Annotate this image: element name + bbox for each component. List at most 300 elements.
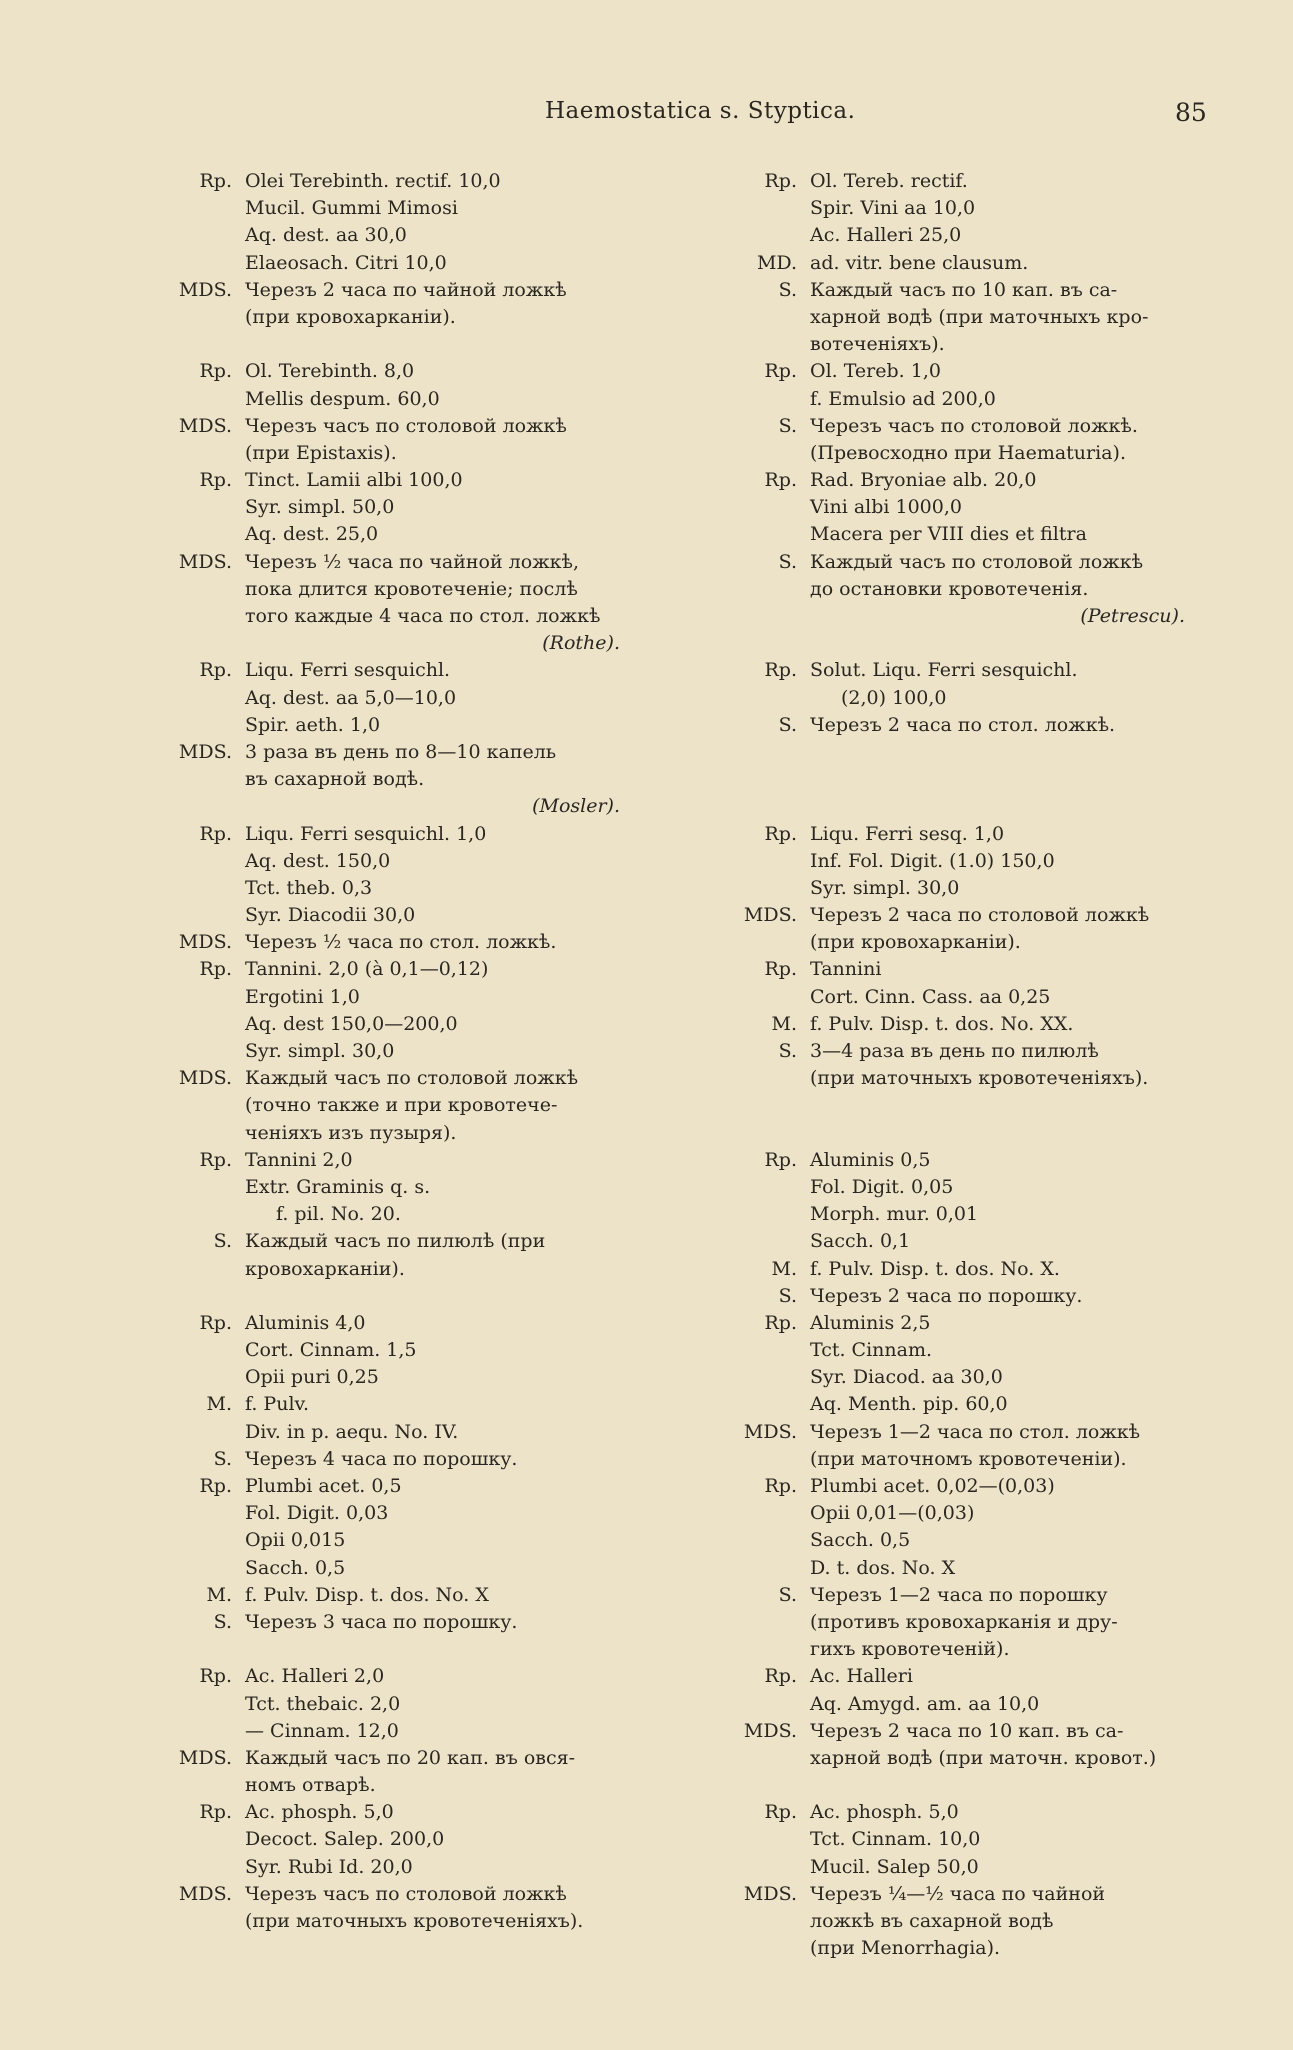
recipe-text: ченіяхъ изъ пузыря).: [245, 1121, 457, 1144]
prescription-line: [160, 168, 680, 195]
spacer: [725, 1772, 1245, 1799]
prescription-line: [160, 1092, 680, 1119]
prescription-line: [725, 1582, 1245, 1609]
page-number: 85: [1175, 98, 1207, 127]
prescription-line: [725, 902, 1245, 929]
recipe-label: M.: [206, 1393, 232, 1416]
recipe-label: MDS.: [178, 278, 232, 301]
prescription-line: [725, 657, 1245, 684]
recipe-label: MDS.: [743, 1882, 797, 1905]
recipe-text: Mucil. Salep 50,0: [810, 1855, 979, 1878]
recipe-text: Plumbi acet. 0,5: [245, 1475, 402, 1497]
recipe-text: D. t. dos. No. X: [810, 1556, 956, 1579]
recipe-label: MDS.: [178, 1067, 232, 1090]
spacer: [725, 793, 1245, 820]
spacer: [160, 1636, 680, 1663]
recipe-label: MDS.: [178, 740, 232, 763]
recipe-text: Aluminis 2,5: [810, 1311, 931, 1334]
prescription-line: [160, 467, 680, 494]
recipe-text: Opii 0,015: [245, 1529, 346, 1552]
recipe-text: Sacch. 0,5: [810, 1529, 911, 1552]
prescription-line: [160, 766, 680, 793]
recipe-text: Aluminis 0,5: [810, 1148, 931, 1171]
prescription-line: [160, 440, 680, 467]
recipe-label: Rp.: [199, 1148, 232, 1171]
prescription-line: [160, 1582, 680, 1609]
recipe-text: Каждый часъ по пилюлѣ (при: [245, 1230, 546, 1253]
prescription-line: [725, 848, 1245, 875]
recipe-label: Rp.: [199, 360, 232, 383]
spacer: [725, 1120, 1245, 1147]
recipe-text: Ac. phosph. 5,0: [810, 1801, 959, 1824]
recipe-text: (при маточныхъ кровотеченіяхъ).: [245, 1910, 584, 1932]
recipe-text: Syr. simpl. 30,0: [810, 876, 960, 899]
recipe-label: Rp.: [199, 659, 232, 682]
recipe-text: Cort. Cinn. Cass. aa 0,25: [810, 985, 1051, 1008]
recipe-text: Черезъ 2 часа по чайной ложкѣ: [245, 278, 567, 301]
prescription-line: [725, 250, 1245, 277]
spacer: [725, 739, 1245, 766]
recipe-text: Syr. Rubi Id. 20,0: [245, 1855, 413, 1878]
recipe-label: MDS.: [743, 1719, 797, 1742]
prescription-line: [725, 712, 1245, 739]
spacer: [725, 766, 1245, 793]
prescription-line: [160, 358, 680, 385]
recipe-label: S.: [213, 1447, 232, 1470]
recipe-text: Inf. Fol. Digit. (1.0) 150,0: [810, 849, 1055, 872]
recipe-text: Ac. Halleri 2,0: [245, 1665, 385, 1688]
recipe-text: f. Emulsio ad 200,0: [810, 387, 996, 410]
spacer: [160, 331, 680, 358]
recipe-text: Vini albi 1000,0: [810, 496, 962, 519]
recipe-text: Черезъ 2 часа по столовой ложкѣ: [810, 904, 1150, 927]
recipe-label: Rp.: [764, 170, 797, 192]
recipe-text: Opii puri 0,25: [245, 1366, 379, 1389]
recipe-text: Черезъ часъ по столовой ложкѣ.: [810, 414, 1138, 437]
prescription-line: [160, 195, 680, 222]
recipe-label: Rp.: [199, 958, 232, 981]
prescription-line: [725, 1745, 1245, 1772]
right-column: [725, 168, 1245, 1962]
prescription-line: [725, 1256, 1245, 1283]
author-attribution: (Mosler).: [532, 795, 620, 818]
recipe-label: MDS.: [178, 1882, 232, 1905]
spacer: [725, 1092, 1245, 1119]
prescription-line: [725, 603, 1245, 630]
recipe-text: Solut. Liqu. Ferri sesquichl.: [810, 659, 1078, 682]
recipe-text: Черезъ ¼—½ часа по чайной: [810, 1882, 1106, 1905]
recipe-text: Tannini. 2,0 (à 0,1—0,12): [245, 958, 489, 981]
prescription-line: [160, 875, 680, 902]
recipe-text: (при Menorrhagia).: [810, 1937, 1001, 1960]
recipe-label: Rp.: [764, 360, 797, 383]
prescription-line: [160, 277, 680, 304]
prescription-line: [725, 1337, 1245, 1364]
prescription-line: [725, 1391, 1245, 1418]
recipe-text: Черезъ 2 часа по стол. ложкѣ.: [810, 713, 1116, 736]
prescription-line: [725, 1500, 1245, 1527]
prescription-line: [160, 1120, 680, 1147]
prescription-line: [160, 984, 680, 1011]
author-attribution: (Petrescu).: [1080, 605, 1185, 627]
prescription-line: [160, 386, 680, 413]
recipe-text: вотеченіяхъ).: [810, 333, 945, 356]
recipe-text: Каждый часъ по 20 кап. въ овся-: [245, 1746, 576, 1769]
prescription-line: [160, 1310, 680, 1337]
recipe-text: Tinct. Lamii albi 100,0: [245, 469, 463, 492]
prescription-line: [160, 793, 680, 820]
recipe-label: S.: [778, 1583, 797, 1606]
recipe-text: Div. in p. aequ. No. IV.: [245, 1420, 459, 1443]
recipe-text: Aluminis 4,0: [245, 1311, 366, 1334]
prescription-line: [160, 956, 680, 983]
recipe-text: Rad. Bryoniae alb. 20,0: [810, 469, 1037, 492]
recipe-text: (при кровохарканіи).: [810, 931, 1021, 954]
recipe-label: S.: [778, 414, 797, 437]
recipe-label: Rp.: [764, 469, 797, 492]
recipe-text: Aq. dest. aa 5,0—10,0: [245, 686, 457, 709]
recipe-text: Sacch. 0,5: [245, 1556, 346, 1579]
prescription-line: [725, 1555, 1245, 1582]
prescription-line: [160, 712, 680, 739]
recipe-text: Mucil. Gummi Mimosi: [245, 197, 458, 220]
recipe-text: Черезъ 2 часа по порошку.: [810, 1284, 1083, 1307]
recipe-label: Rp.: [199, 469, 232, 492]
recipe-text: f. Pulv. Disp. t. dos. No. X: [245, 1583, 489, 1606]
prescription-line: [160, 1174, 680, 1201]
prescription-line: [725, 1011, 1245, 1038]
recipe-text: 3 раза въ день по 8—10 капель: [245, 740, 557, 763]
prescription-line: [725, 1174, 1245, 1201]
prescription-line: [160, 929, 680, 956]
recipe-text: Plumbi acet. 0,02—(0,03): [810, 1475, 1055, 1497]
spacer: [160, 1283, 680, 1310]
recipe-text: Olei Terebinth. rectif. 10,0: [245, 170, 501, 192]
recipe-text: того каждые 4 часа по стол. ложкѣ: [245, 605, 601, 627]
prescription-line: [725, 386, 1245, 413]
recipe-text: Черезъ 2 часа по 10 кап. въ са-: [810, 1719, 1124, 1742]
recipe-text: Mellis despum. 60,0: [245, 387, 440, 410]
prescription-line: [725, 1310, 1245, 1337]
prescription-line: [725, 1854, 1245, 1881]
recipe-label: M.: [206, 1583, 232, 1606]
recipe-text: Aq. dest 150,0—200,0: [245, 1012, 458, 1035]
recipe-text: Fol. Digit. 0,03: [245, 1502, 389, 1525]
prescription-line: [160, 1718, 680, 1745]
recipe-text: харной водѣ (при маточныхъ кро-: [810, 305, 1149, 328]
recipe-label: MDS.: [178, 931, 232, 954]
prescription-line: [725, 984, 1245, 1011]
prescription-line: [160, 1609, 680, 1636]
prescription-line: [725, 1663, 1245, 1690]
prescription-line: [725, 1201, 1245, 1228]
prescription-line: [725, 222, 1245, 249]
recipe-text: Spir. aeth. 1,0: [245, 713, 381, 736]
recipe-label: S.: [778, 713, 797, 736]
recipe-label: Rp.: [764, 822, 797, 845]
prescription-line: [160, 1500, 680, 1527]
recipe-text: Каждый часъ по 10 кап. въ са-: [810, 278, 1118, 301]
running-title: Haemostatica s. Styptica.: [545, 98, 856, 124]
prescription-line: [725, 1419, 1245, 1446]
left-column: [160, 168, 680, 1935]
prescription-line: [160, 1337, 680, 1364]
prescription-line: [160, 739, 680, 766]
recipe-text: (при кровохарканіи).: [245, 305, 456, 328]
prescription-line: [160, 1391, 680, 1418]
prescription-line: [725, 494, 1245, 521]
recipe-label: M.: [771, 1012, 797, 1035]
prescription-line: [160, 685, 680, 712]
recipe-text: f. Pulv. Disp. t. dos. No. XX.: [810, 1012, 1074, 1035]
recipe-text: f. pil. No. 20.: [276, 1203, 401, 1226]
prescription-line: [725, 956, 1245, 983]
recipe-text: гихъ кровотеченій).: [810, 1638, 1010, 1661]
prescription-line: [725, 549, 1245, 576]
prescription-line: [725, 168, 1245, 195]
recipe-text: Sacch. 0,1: [810, 1230, 911, 1253]
recipe-label: Rp.: [764, 1148, 797, 1171]
prescription-line: [725, 1473, 1245, 1500]
recipe-text: Черезъ 4 часа по порошку.: [245, 1447, 518, 1470]
prescription-line: [725, 685, 1245, 712]
recipe-text: Cort. Cinnam. 1,5: [245, 1339, 417, 1362]
recipe-label: S.: [778, 278, 797, 301]
prescription-line: [160, 1446, 680, 1473]
recipe-label: S.: [213, 1230, 232, 1253]
prescription-line: [160, 1201, 680, 1228]
recipe-label: S.: [213, 1610, 232, 1633]
recipe-label: MDS.: [743, 904, 797, 927]
recipe-text: (при Epistaxis).: [245, 441, 397, 464]
recipe-text: (2,0) 100,0: [841, 686, 947, 709]
recipe-label: MDS.: [178, 414, 232, 437]
prescription-line: [160, 657, 680, 684]
recipe-label: Rp.: [199, 170, 232, 192]
recipe-text: Tct. Cinnam. 10,0: [810, 1828, 981, 1851]
recipe-text: ad. vitr. bene clausum.: [810, 251, 1029, 274]
recipe-label: MDS.: [178, 1746, 232, 1769]
recipe-text: 3—4 раза въ день по пилюлѣ: [810, 1040, 1099, 1062]
recipe-label: Rp.: [764, 1665, 797, 1688]
prescription-line: [160, 603, 680, 630]
recipe-text: Черезъ часъ по столовой ложкѣ: [245, 414, 567, 437]
prescription-line: [160, 630, 680, 657]
recipe-text: Liqu. Ferri sesquichl.: [245, 659, 451, 682]
recipe-label: S.: [778, 550, 797, 573]
prescription-line: [725, 1881, 1245, 1908]
prescription-line: [725, 1527, 1245, 1554]
recipe-label: MDS.: [743, 1420, 797, 1443]
prescription-line: [725, 1283, 1245, 1310]
recipe-label: Rp.: [199, 1665, 232, 1688]
prescription-line: [725, 1636, 1245, 1663]
recipe-text: Morph. mur. 0,01: [810, 1203, 979, 1226]
recipe-text: Syr. Diacodii 30,0: [245, 904, 416, 927]
prescription-line: [725, 1609, 1245, 1636]
recipe-text: Macera per VIII dies et filtra: [810, 523, 1087, 546]
prescription-line: [160, 1038, 680, 1065]
recipe-label: S.: [778, 1040, 797, 1062]
recipe-label: Rp.: [199, 1311, 232, 1334]
prescription-line: [160, 222, 680, 249]
recipe-label: Rp.: [199, 1801, 232, 1824]
recipe-text: f. Pulv.: [245, 1393, 310, 1416]
recipe-text: Ac. Halleri: [810, 1665, 913, 1688]
recipe-text: (при маточномъ кровотеченіи).: [810, 1447, 1127, 1470]
prescription-line: [725, 1935, 1245, 1962]
prescription-line: [160, 1147, 680, 1174]
prescription-line: [160, 1419, 680, 1446]
prescription-line: [725, 576, 1245, 603]
recipe-text: Decoct. Salep. 200,0: [245, 1828, 445, 1851]
recipe-text: Aq. Menth. pip. 60,0: [810, 1393, 1008, 1416]
recipe-label: MDS.: [178, 550, 232, 573]
prescription-line: [160, 1772, 680, 1799]
recipe-text: Ac. phosph. 5,0: [245, 1801, 394, 1824]
recipe-text: пока длится кровотеченіе; послѣ: [245, 577, 578, 600]
recipe-label: Rp.: [764, 1475, 797, 1497]
recipe-text: Ac. Halleri 25,0: [810, 224, 962, 247]
recipe-label: Rp.: [199, 1475, 232, 1497]
prescription-line: [725, 1718, 1245, 1745]
recipe-text: Liqu. Ferri sesquichl. 1,0: [245, 822, 487, 845]
page-header: [0, 98, 1293, 132]
prescription-line: [160, 413, 680, 440]
recipe-text: ложкѣ въ сахарной водѣ: [810, 1910, 1054, 1932]
recipe-text: номъ отварѣ.: [245, 1774, 376, 1797]
recipe-text: Черезъ 3 часа по порошку.: [245, 1610, 518, 1633]
recipe-text: Ol. Tereb. 1,0: [810, 360, 941, 383]
prescription-line: [160, 1663, 680, 1690]
prescription-line: [725, 304, 1245, 331]
recipe-text: Tct. thebaic. 2,0: [245, 1692, 401, 1715]
prescription-line: [725, 1826, 1245, 1853]
prescription-line: [725, 413, 1245, 440]
recipe-label: Rp.: [199, 822, 232, 845]
recipe-text: Черезъ 1—2 часа по порошку: [810, 1583, 1108, 1606]
prescription-line: [725, 875, 1245, 902]
prescription-line: [160, 902, 680, 929]
recipe-text: Liqu. Ferri sesq. 1,0: [810, 822, 1005, 845]
prescription-line: [725, 929, 1245, 956]
prescription-line: [160, 250, 680, 277]
recipe-text: (противъ кровохарканія и дру-: [810, 1610, 1118, 1633]
prescription-line: [160, 1256, 680, 1283]
prescription-line: [725, 358, 1245, 385]
recipe-text: Каждый часъ по столовой ложкѣ: [245, 1067, 579, 1090]
prescription-line: [160, 1011, 680, 1038]
recipe-text: Черезъ ½ часа по стол. ложкѣ.: [245, 931, 557, 954]
prescription-line: [160, 1908, 680, 1935]
recipe-text: (Превосходно при Haematuria).: [810, 441, 1126, 464]
prescription-line: [160, 1745, 680, 1772]
prescription-line: [160, 1065, 680, 1092]
recipe-label: S.: [778, 1284, 797, 1307]
prescription-line: [725, 1228, 1245, 1255]
prescription-line: [160, 1881, 680, 1908]
prescription-line: [725, 521, 1245, 548]
recipe-text: f. Pulv. Disp. t. dos. No. X.: [810, 1257, 1060, 1280]
prescription-line: [160, 1364, 680, 1391]
prescription-line: [160, 821, 680, 848]
prescription-line: [725, 440, 1245, 467]
recipe-text: Tannini: [810, 958, 882, 981]
recipe-text: Aq. Amygd. am. aa 10,0: [810, 1692, 1040, 1715]
author-attribution: (Rothe).: [542, 632, 620, 655]
recipe-text: Ol. Tereb. rectif.: [810, 170, 968, 192]
recipe-text: Aq. dest. 25,0: [245, 523, 379, 546]
recipe-text: въ сахарной водѣ.: [245, 768, 425, 791]
recipe-text: Tct. theb. 0,3: [245, 876, 373, 899]
prescription-line: [725, 1691, 1245, 1718]
prescription-line: [160, 1691, 680, 1718]
prescription-line: [160, 1555, 680, 1582]
recipe-text: Каждый часъ по столовой ложкѣ: [810, 550, 1144, 573]
recipe-text: Ergotini 1,0: [245, 985, 360, 1008]
prescription-line: [160, 1799, 680, 1826]
prescription-line: [160, 304, 680, 331]
prescription-line: [725, 467, 1245, 494]
prescription-line: [725, 1446, 1245, 1473]
prescription-line: [160, 494, 680, 521]
prescription-line: [725, 1799, 1245, 1826]
spacer: [725, 630, 1245, 657]
prescription-line: [725, 1065, 1245, 1092]
recipe-text: Ol. Terebinth. 8,0: [245, 360, 415, 383]
recipe-text: (точно также и при кровотече-: [245, 1094, 558, 1117]
prescription-line: [160, 1854, 680, 1881]
recipe-text: Syr. simpl. 30,0: [245, 1040, 395, 1062]
recipe-label: MD.: [756, 251, 797, 274]
recipe-label: Rp.: [764, 958, 797, 981]
prescription-line: [160, 576, 680, 603]
prescription-line: [725, 821, 1245, 848]
prescription-line: [160, 848, 680, 875]
prescription-line: [725, 1038, 1245, 1065]
recipe-text: Aq. dest. aa 30,0: [245, 224, 407, 247]
prescription-line: [725, 1908, 1245, 1935]
recipe-text: харной водѣ (при маточн. кровот.): [810, 1746, 1157, 1769]
recipe-text: Syr. simpl. 50,0: [245, 496, 395, 519]
prescription-line: [725, 1364, 1245, 1391]
recipe-text: (при маточныхъ кровотеченіяхъ).: [810, 1067, 1149, 1090]
prescription-line: [160, 1473, 680, 1500]
recipe-text: Opii 0,01—(0,03): [810, 1502, 975, 1525]
recipe-text: Tannini 2,0: [245, 1148, 353, 1171]
prescription-line: [725, 1147, 1245, 1174]
recipe-text: Extr. Graminis q. s.: [245, 1175, 431, 1198]
recipe-text: кровохарканіи).: [245, 1257, 405, 1280]
recipe-text: до остановки кровотеченія.: [810, 577, 1089, 600]
prescription-line: [160, 521, 680, 548]
recipe-text: Черезъ 1—2 часа по стол. ложкѣ: [810, 1420, 1141, 1443]
recipe-label: Rp.: [764, 659, 797, 682]
recipe-text: Fol. Digit. 0,05: [810, 1175, 954, 1198]
prescription-line: [160, 549, 680, 576]
prescription-line: [725, 331, 1245, 358]
recipe-text: Syr. Diacod. aa 30,0: [810, 1366, 1003, 1389]
prescription-line: [160, 1826, 680, 1853]
recipe-label: M.: [771, 1257, 797, 1280]
recipe-text: Tct. Cinnam.: [810, 1339, 933, 1362]
recipe-text: Elaeosach. Citri 10,0: [245, 251, 447, 274]
recipe-text: — Cinnam. 12,0: [245, 1719, 399, 1742]
prescription-line: [725, 195, 1245, 222]
recipe-text: Spir. Vini aa 10,0: [810, 197, 976, 220]
recipe-text: Черезъ ½ часа по чайной ложкѣ,: [245, 550, 580, 573]
recipe-text: Черезъ часъ по столовой ложкѣ: [245, 1882, 567, 1905]
